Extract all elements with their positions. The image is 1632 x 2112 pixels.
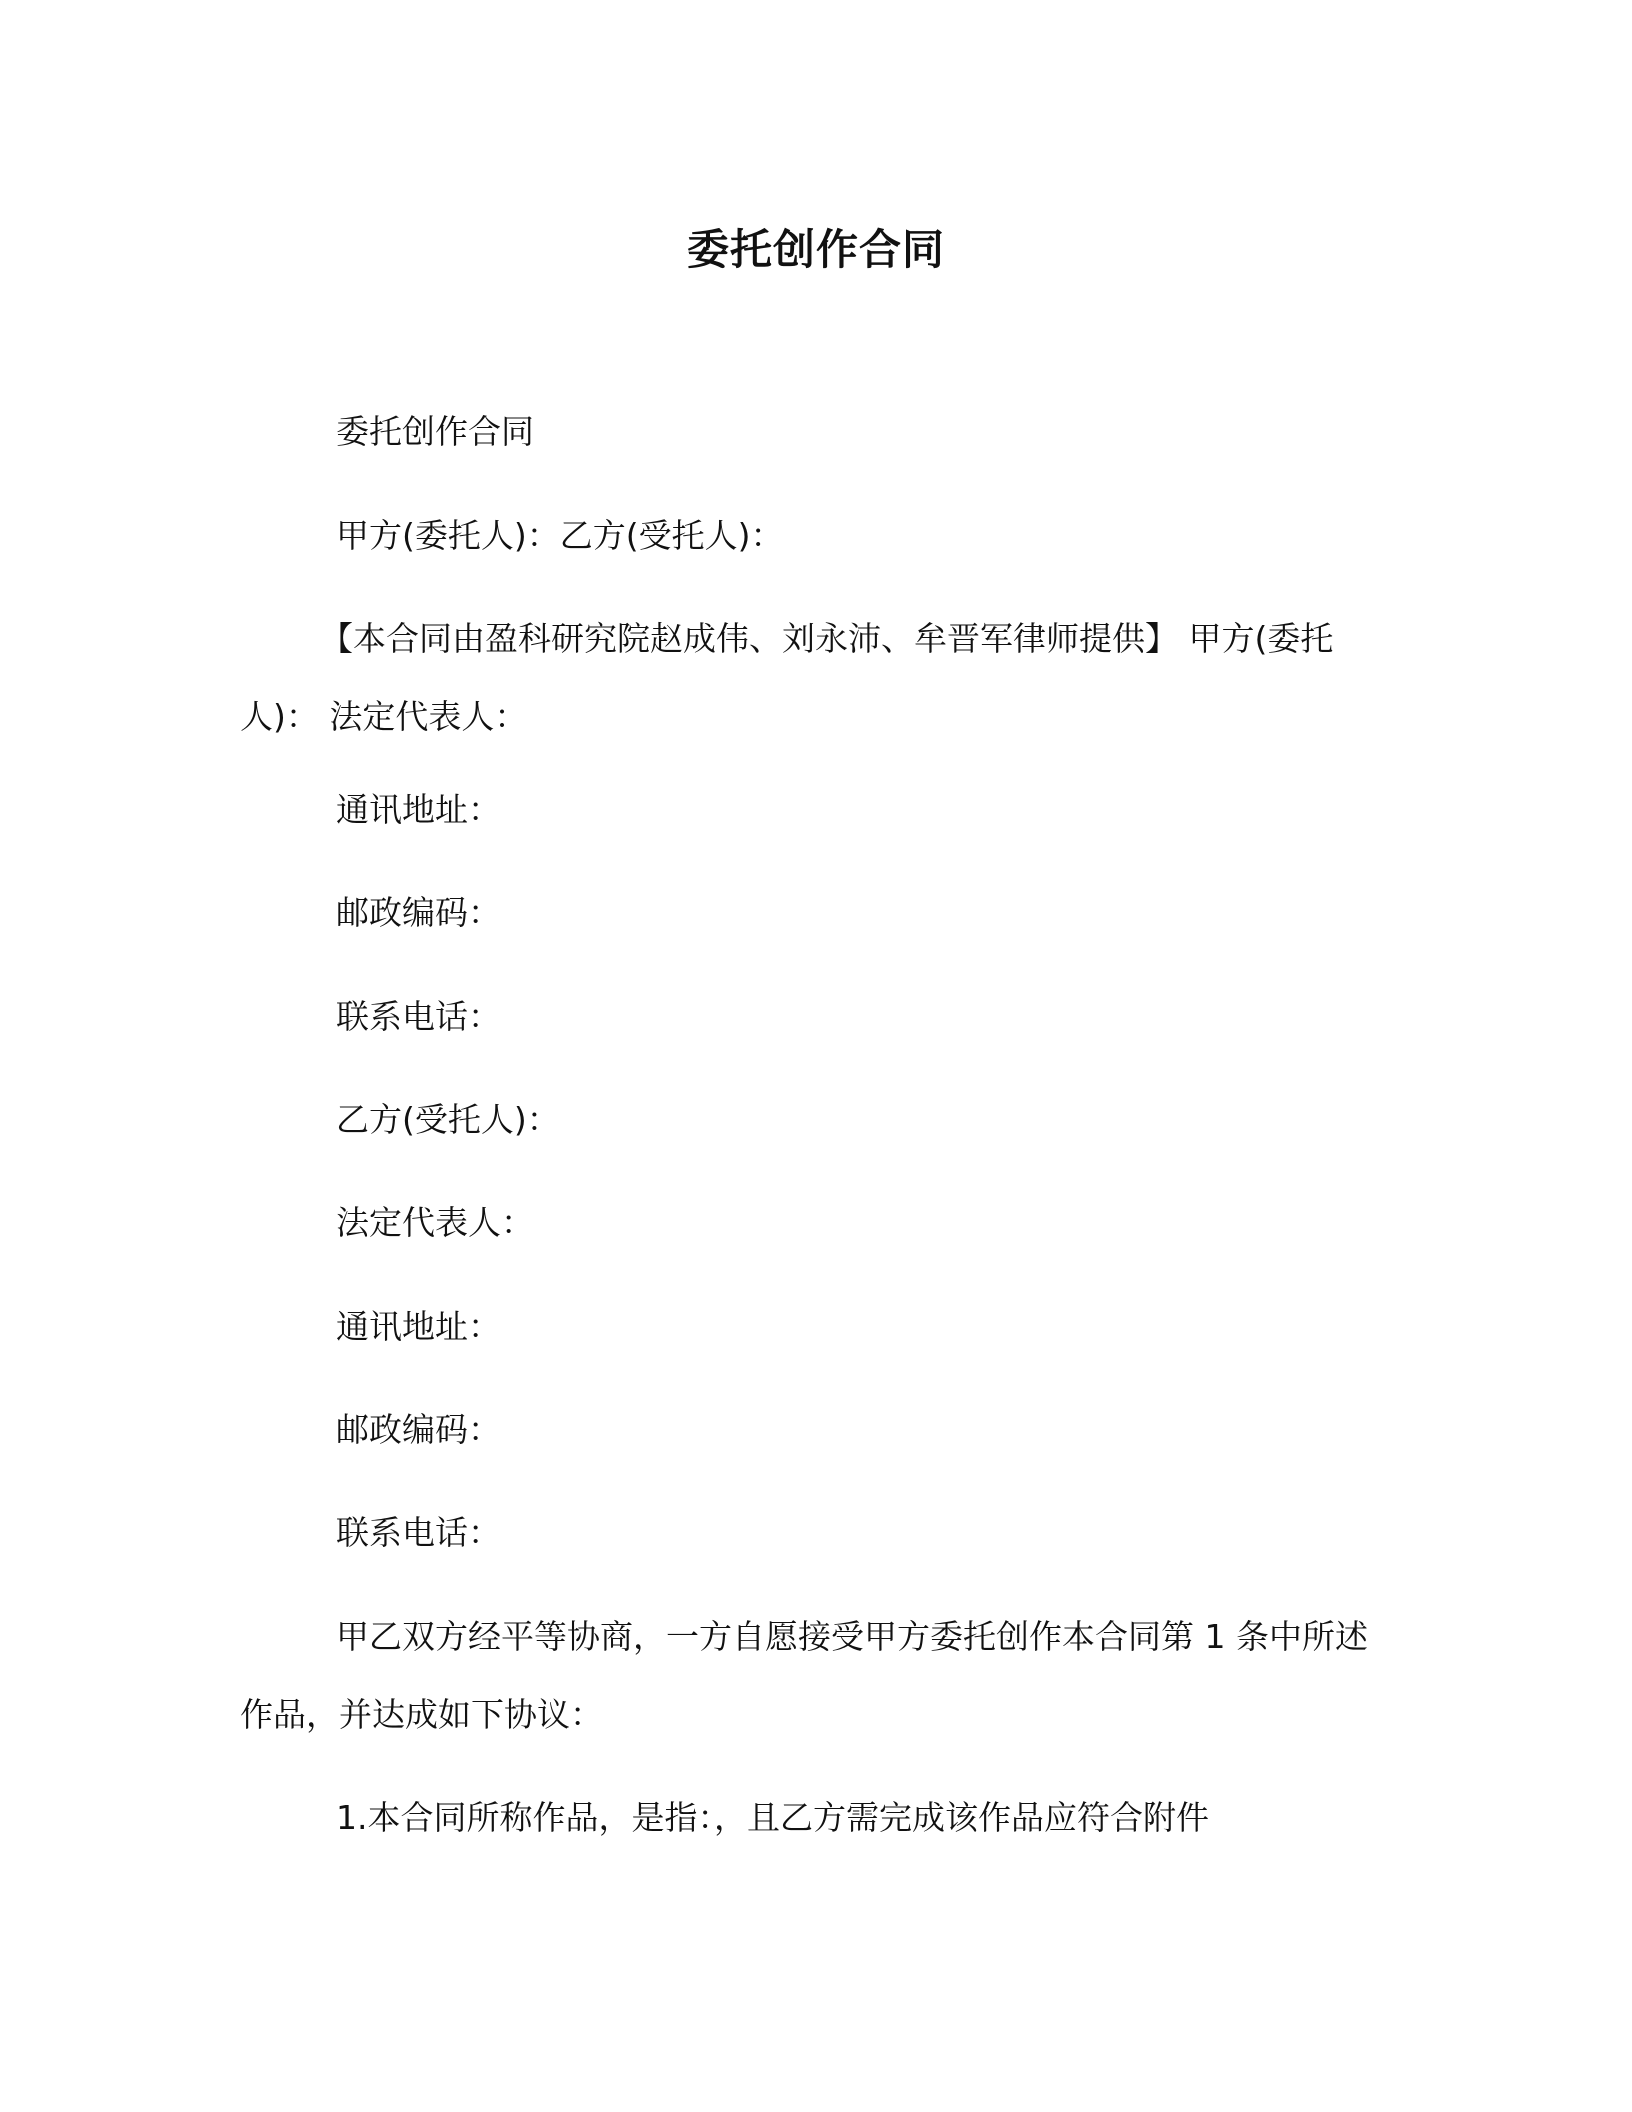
paragraph-agreement-intro: 甲乙双方经平等协商，一方自愿接受甲方委托创作本合同第 1 条中所述作品，并达成如下协议： xyxy=(240,1617,1368,1734)
paragraph-party-b-phone: 联系电话： xyxy=(336,1513,501,1552)
paragraph-provider-note: 【本合同由盈科研究院赵成伟、刘永沛、牟晋军律师提供】 甲方(委托人)： 法定代表人： xyxy=(240,619,1334,736)
paragraph-party-a-address: 通讯地址： xyxy=(336,790,501,829)
paragraph-parties: 甲方(委托人)：乙方(受托人)： xyxy=(336,516,784,555)
paragraph-party-a-phone: 联系电话： xyxy=(336,997,501,1036)
paragraph-party-b: 乙方(受托人)： xyxy=(336,1100,560,1139)
paragraph-clause-1: 1.本合同所称作品，是指：，且乙方需完成该作品应符合附件 xyxy=(336,1798,1209,1837)
paragraph-party-b-postcode: 邮政编码： xyxy=(336,1410,501,1449)
paragraph-party-b-address: 通讯地址： xyxy=(336,1307,501,1346)
document-title: 委托创作合同 xyxy=(686,225,945,274)
paragraph-party-a-postcode: 邮政编码： xyxy=(336,893,501,932)
paragraph-party-b-representative: 法定代表人： xyxy=(336,1203,534,1242)
paragraph-heading: 委托创作合同 xyxy=(336,412,534,451)
